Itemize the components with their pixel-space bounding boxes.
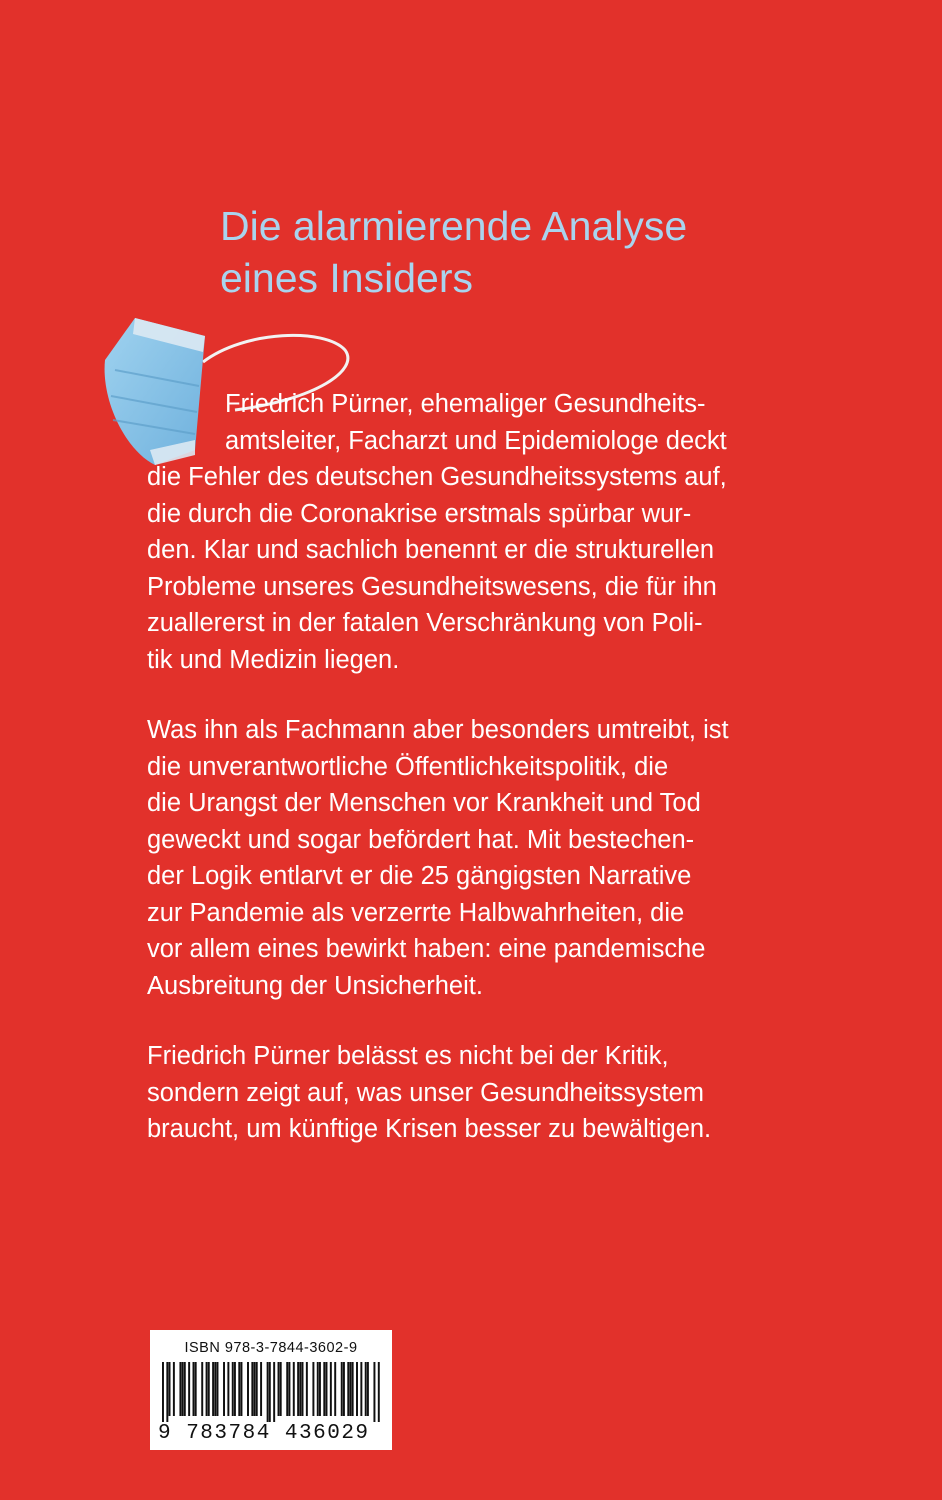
barcode-bar (162, 1362, 164, 1422)
barcode-bar (343, 1362, 345, 1416)
isbn-label: ISBN 978-3-7844-3602-9 (184, 1340, 358, 1356)
barcode-bar (223, 1362, 225, 1416)
text-line: zur Pandemie als verzerrte Halbwahrheiten, die (147, 898, 685, 927)
barcode-bar (201, 1362, 203, 1416)
barcode-bar (317, 1362, 319, 1416)
barcode-bar (299, 1362, 301, 1416)
barcode-bar (212, 1362, 214, 1416)
blurb (147, 386, 797, 1182)
text-line: die Fehler des deutschen Gesundheitssystems auf, (147, 463, 727, 491)
barcode-bar (341, 1362, 343, 1416)
text-line: Probleme unseres Gesundheitswesens, die für ihn (147, 572, 717, 601)
barcode-bar (256, 1362, 258, 1416)
paragraph-2 (147, 712, 797, 1004)
barcode-bar (278, 1362, 280, 1416)
barcode-bar (349, 1362, 351, 1416)
barcode-bars (162, 1362, 380, 1422)
barcode-bar (267, 1362, 269, 1422)
text-line: zuallererst in der fatalen Verschränkung von Poli- (147, 609, 703, 637)
barcode-bar (306, 1362, 308, 1416)
text-line: Ausbreitung der Unsicherheit. (147, 971, 483, 1000)
barcode-bar (169, 1362, 171, 1416)
barcode-bar (251, 1362, 253, 1416)
barcode-bar (288, 1362, 290, 1416)
text-line: tik und Medizin liegen. (147, 645, 400, 674)
barcode-bar (166, 1362, 168, 1422)
text-line: amtsleiter, Facharzt und Epidemiologe deckt (225, 426, 727, 455)
paragraph-1 (147, 386, 797, 678)
text-line: die Urangst der Menschen vor Krankheit und Tod (147, 789, 701, 817)
barcode-bar (297, 1362, 299, 1416)
barcode-bar (352, 1362, 354, 1416)
barcode-bar (334, 1362, 336, 1416)
barcode-bar (293, 1362, 295, 1416)
barcode-bar (312, 1362, 314, 1416)
barcode-bar (206, 1362, 208, 1416)
headline (220, 200, 860, 304)
text-line: die unverantwortliche Öffentlichkeitspolitik, die (147, 752, 669, 781)
text-line: Friedrich Pürner, ehemaliger Gesundheits- (225, 390, 706, 418)
text-line: geweckt und sogar befördert hat. Mit bestechen- (147, 825, 695, 854)
barcode-bar (182, 1362, 184, 1416)
barcode-bar (188, 1362, 190, 1416)
barcode-bar (184, 1362, 186, 1416)
text-line: den. Klar und sachlich benennt er die strukturellen (147, 536, 715, 564)
barcode-bar (273, 1362, 275, 1422)
text-line: der Logik entlarvt er die 25 gängigsten Narrative (147, 862, 692, 890)
barcode-bar (326, 1362, 328, 1416)
barcode-digits: 9 783784 436029 (158, 1422, 370, 1445)
barcode-bar (232, 1362, 234, 1416)
barcode-bar (247, 1362, 249, 1416)
barcode-bar (269, 1362, 271, 1422)
barcode-bar (280, 1362, 282, 1416)
barcode-bar (214, 1362, 216, 1416)
text-line: sondern zeigt auf, was unser Gesundheitssystem (147, 1078, 705, 1107)
barcode-bar (254, 1362, 256, 1416)
text-line: Friedrich Pürner belässt es nicht bei der Kritik, (147, 1042, 669, 1070)
barcode-bar (234, 1362, 236, 1416)
barcode-bar (217, 1362, 219, 1416)
paragraph-3 (147, 1038, 797, 1148)
barcode-bar (302, 1362, 304, 1416)
barcode-bar (240, 1362, 242, 1416)
barcode-bar (373, 1362, 375, 1422)
text-line: die durch die Coronakrise erstmals spürbar wur- (147, 499, 692, 528)
barcode-bar (208, 1362, 210, 1416)
barcode-bar (195, 1362, 197, 1416)
barcode-bar (323, 1362, 325, 1416)
barcode-bar (193, 1362, 195, 1416)
barcode-bar (179, 1362, 181, 1416)
barcode-bar (347, 1362, 349, 1416)
headline-line-2: eines Insiders (220, 255, 473, 301)
barcode-bar (378, 1362, 380, 1422)
barcode-bar (365, 1362, 367, 1416)
barcode-bar (286, 1362, 288, 1416)
barcode-bar (319, 1362, 321, 1416)
barcode-bar (356, 1362, 358, 1416)
barcode-bar (360, 1362, 362, 1416)
barcode-bar (367, 1362, 369, 1416)
barcode-bar (238, 1362, 240, 1416)
barcode-bar (173, 1362, 175, 1416)
headline-line-1: Die alarmierende Analyse (220, 203, 688, 249)
barcode-bar (260, 1362, 262, 1416)
barcode (150, 1330, 392, 1450)
text-line: braucht, um künftige Krisen besser zu bewältigen. (147, 1115, 712, 1143)
barcode-bar (330, 1362, 332, 1416)
text-line: vor allem eines bewirkt haben: eine pandemische (147, 935, 706, 963)
barcode-bar (227, 1362, 229, 1416)
text-line: Was ihn als Fachmann aber besonders umtreibt, ist (147, 716, 729, 744)
